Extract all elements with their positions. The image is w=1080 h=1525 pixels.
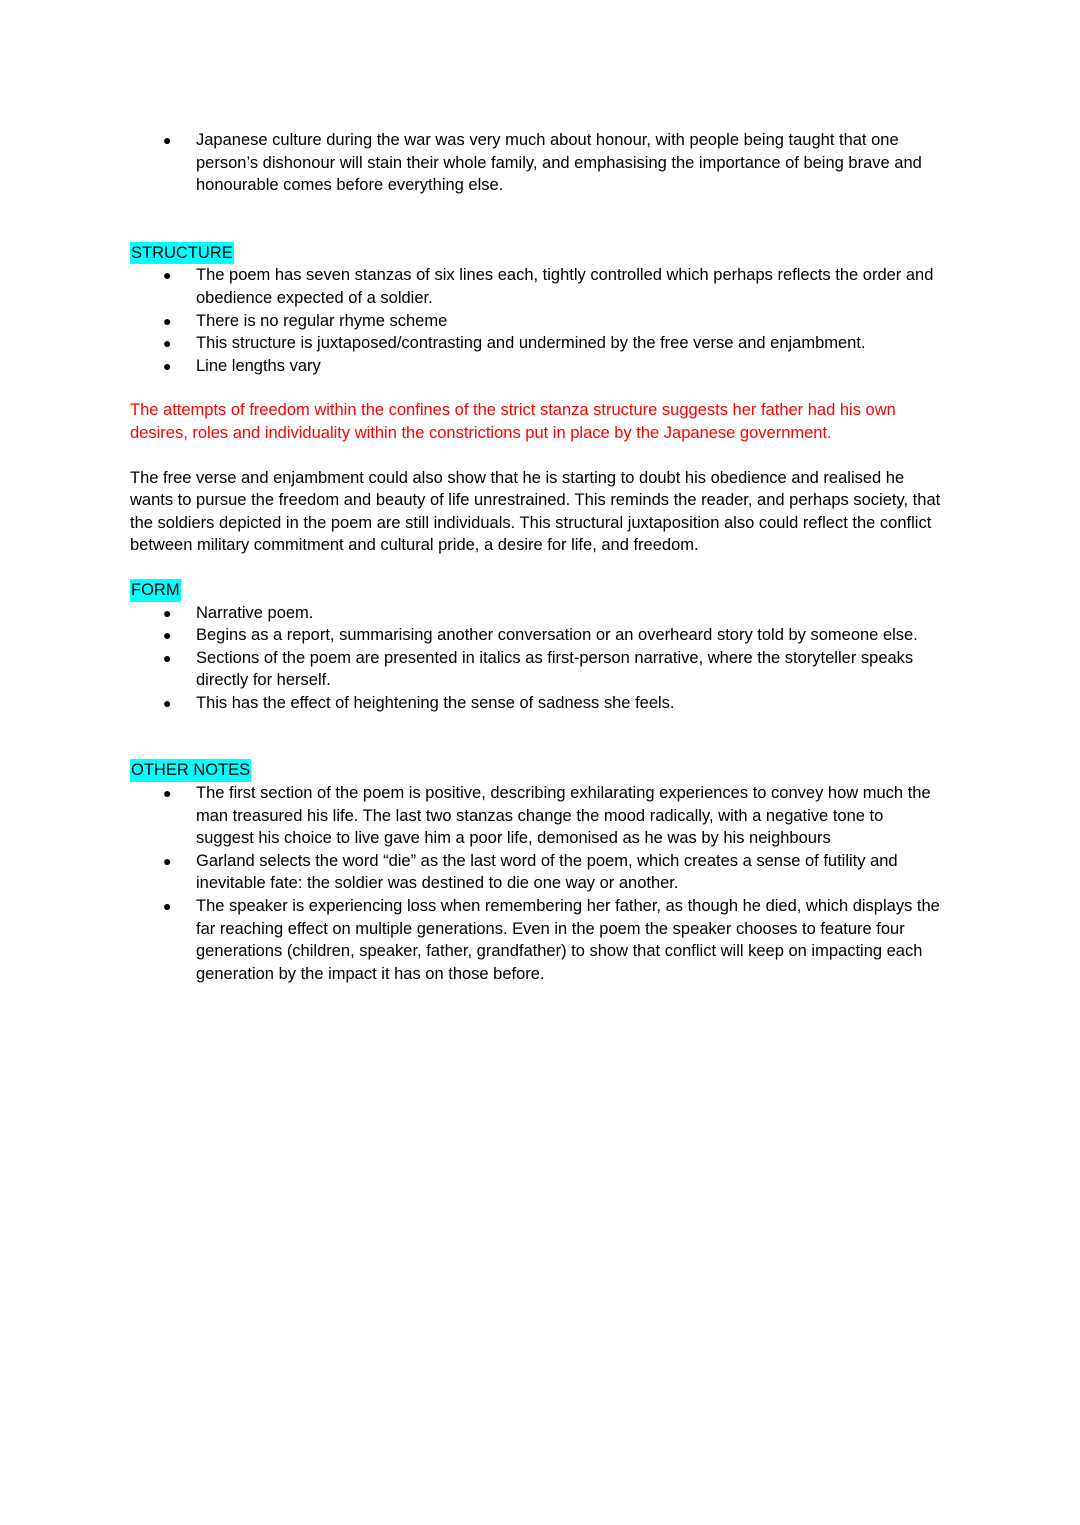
list-item-text: The poem has seven stanzas of six lines each, tightly controlled which perhaps reflects the order and obedience expected of a soldier. bbox=[196, 266, 934, 307]
list-item bbox=[130, 692, 945, 715]
list-item bbox=[130, 355, 945, 378]
list-item-text: This structure is juxtaposed/contrasting and undermined by the free verse and enjambment. bbox=[196, 334, 866, 353]
list-item-text: This has the effect of heightening the sense of sadness she feels. bbox=[196, 693, 675, 712]
list-item bbox=[130, 332, 945, 355]
structure-section bbox=[130, 242, 945, 557]
bullet-icon: ● bbox=[163, 852, 172, 869]
list-item-text: Begins as a report, summarising another conversation or an overheard story told by someone else. bbox=[196, 626, 918, 645]
bullet-icon: ● bbox=[163, 604, 172, 621]
bullet-icon: ● bbox=[163, 649, 172, 666]
bullet-icon: ● bbox=[163, 335, 172, 352]
form-section bbox=[130, 579, 945, 715]
list-item-text: Line lengths vary bbox=[196, 356, 321, 375]
bullet-icon: ● bbox=[163, 132, 172, 148]
list-item-text: Sections of the poem are presented in italics as first-person narrative, where the storyteller speaks directly for herself. bbox=[196, 648, 914, 690]
list-item bbox=[130, 895, 945, 985]
list-item bbox=[130, 850, 945, 895]
form-heading: FORM bbox=[130, 579, 181, 602]
list-item-text: The speaker is experiencing loss when remembering her father, as though he died, which displays the far reaching effect on multiple generations. Even in the poem the speaker chooses to feature four generations (children, speaker, father, grandfather) to show that conflict will keep on impacting each generation by the impact it has on those before. bbox=[196, 897, 940, 983]
list-item-text: There is no regular rhyme scheme bbox=[196, 311, 448, 330]
structure-red-paragraph: The attempts of freedom within the confines of the strict stanza structure suggests her father had his own desires, roles and individuality within the constrictions put in place by the Japanese government. bbox=[130, 401, 896, 442]
bullet-icon: ● bbox=[163, 312, 172, 329]
other-notes-heading: OTHER NOTES bbox=[130, 759, 251, 782]
bullet-icon: ● bbox=[163, 627, 172, 644]
list-item bbox=[130, 624, 945, 647]
bullet-icon: ● bbox=[163, 785, 172, 802]
list-item-text: The first section of the poem is positive, describing exhilarating experiences to convey how much the man treasured his life. The last two stanzas change the mood radically, with a negative tone to suggest his choice to live gave him a poor life, demonised as he was by his neighbours bbox=[196, 784, 931, 848]
bullet-icon: ● bbox=[163, 267, 172, 284]
form-bullet-list bbox=[130, 602, 945, 715]
structure-heading: STRUCTURE bbox=[130, 242, 234, 265]
other-notes-bullet-list bbox=[130, 782, 945, 985]
list-item bbox=[130, 647, 945, 692]
bullet-icon: ● bbox=[163, 898, 172, 915]
document-page bbox=[130, 129, 945, 985]
list-item-text: Japanese culture during the war was very much about honour, with people being taught that one person’s dishonour will stain their whole family, and emphasising the importance of being brave and honourable comes before everything else. bbox=[196, 131, 922, 195]
other-notes-section bbox=[130, 759, 945, 985]
bullet-icon: ● bbox=[163, 357, 172, 374]
structure-bullet-list bbox=[130, 264, 945, 377]
intro-bullet-list bbox=[130, 129, 945, 197]
list-item bbox=[130, 782, 945, 850]
list-item bbox=[130, 129, 945, 197]
bullet-icon: ● bbox=[163, 694, 172, 711]
list-item bbox=[130, 310, 945, 333]
list-item bbox=[130, 602, 945, 625]
structure-paragraph: The free verse and enjambment could also show that he is starting to doubt his obedience and realised he wants to pursue the freedom and beauty of life unrestrained. This reminds the reader, and perhaps society, that the soldiers depicted in the poem are still individuals. This structural juxtaposition also could reflect the conflict between military commitment and cultural pride, a desire for life, and freedom. bbox=[130, 468, 941, 555]
list-item bbox=[130, 264, 945, 309]
list-item-text: Narrative poem. bbox=[196, 603, 314, 622]
list-item-text: Garland selects the word “die” as the last word of the poem, which creates a sense of futility and inevitable fate: the soldier was destined to die one way or another. bbox=[196, 851, 898, 893]
